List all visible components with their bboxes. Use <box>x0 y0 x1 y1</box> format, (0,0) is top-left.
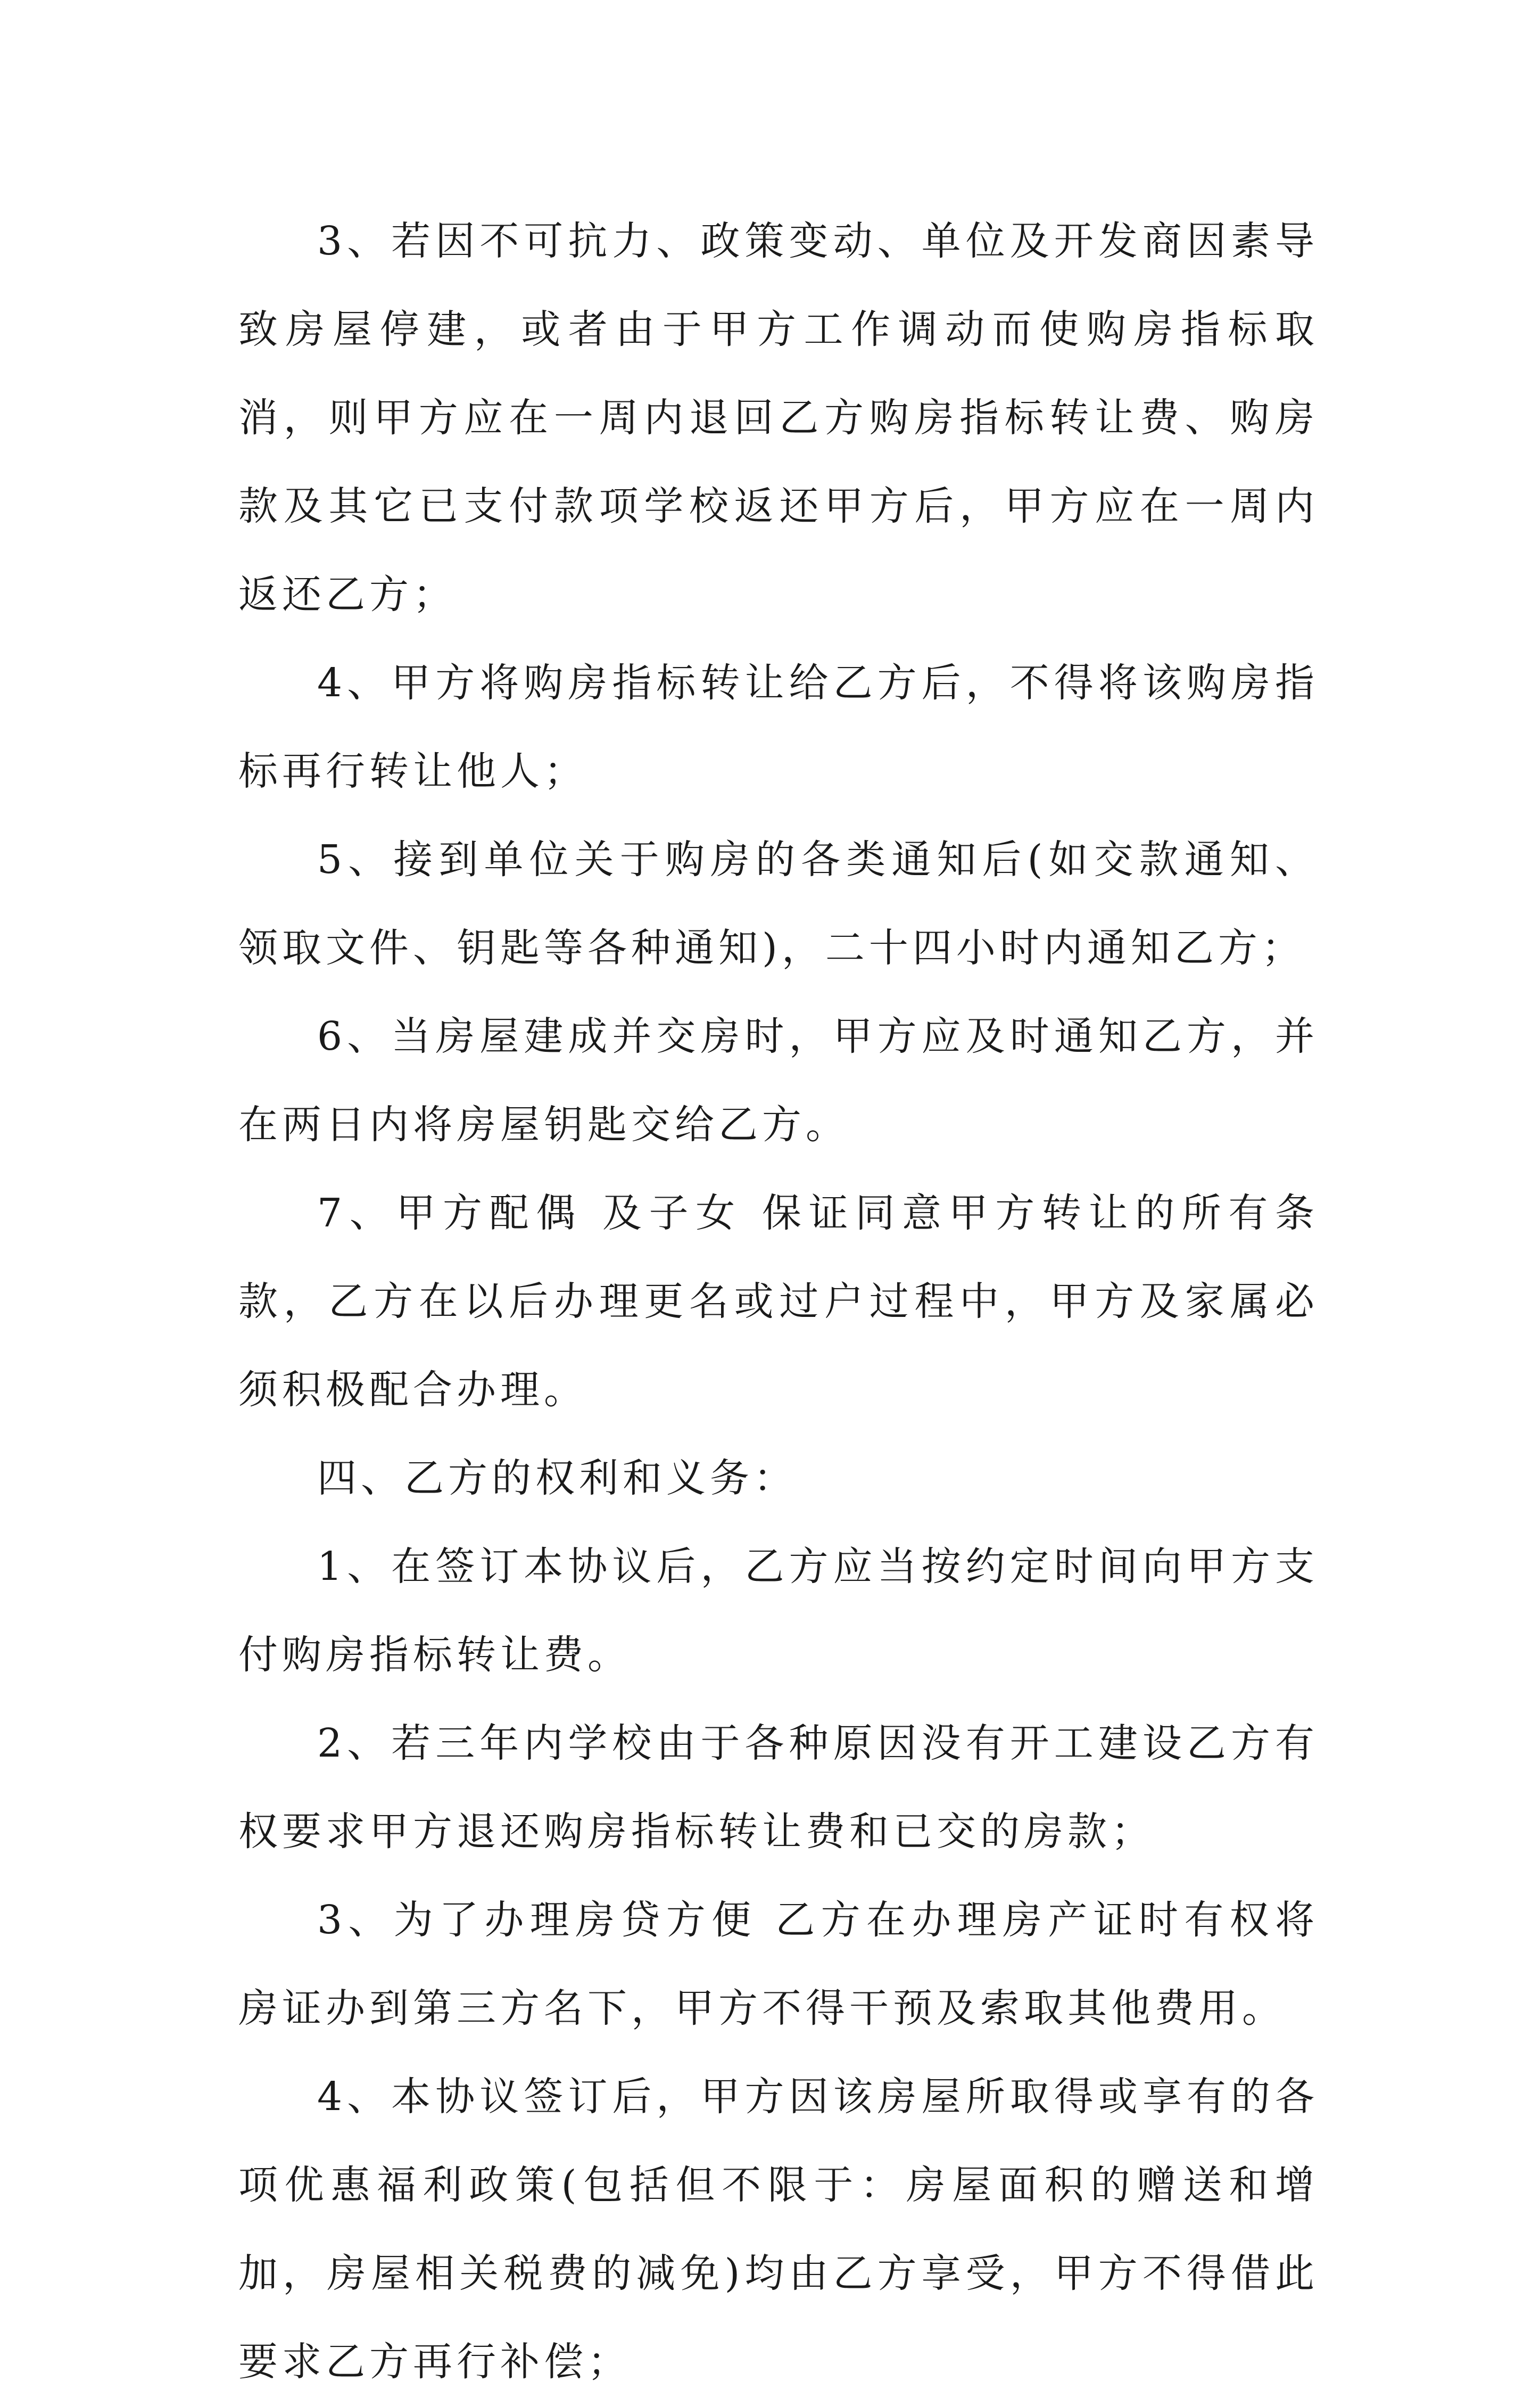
section-heading-party-b: 四、乙方的权利和义务： <box>317 1455 797 1501</box>
agreement-text <box>238 197 1319 2406</box>
clause-6-key-handover: 6、当房屋建成并交房时，甲方应及时通知乙方，并在两日内将房屋钥匙交给乙方。 <box>238 1014 1319 1148</box>
clause-3-force-majeure: 3、若因不可抗力、政策变动、单位及开发商因素导致房屋停建，或者由于甲方工作调动而使购房指标取消，则甲方应在一周内退回乙方购房指标转让费、购房款及其它已支付款项学校返还甲方后，甲方应在一周内返还乙方； <box>238 218 1319 617</box>
clause-7-family-consent: 7、甲方配偶 及子女 保证同意甲方转让的所有条款，乙方在以后办理更名或过户过程中，甲方及家属必须积极配合办理。 <box>238 1190 1319 1413</box>
party-b-clause-2-refund: 2、若三年内学校由于各种原因没有开工建设乙方有权要求甲方退还购房指标转让费和已交的房款； <box>238 1720 1319 1855</box>
clause-4-no-retransfer: 4、甲方将购房指标转让给乙方后，不得将该购房指标再行转让他人； <box>238 660 1319 794</box>
party-b-clause-1-payment: 1、在签订本协议后，乙方应当按约定时间向甲方支付购房指标转让费。 <box>238 1544 1319 1678</box>
party-b-clause-4-benefits: 4、本协议签订后，甲方因该房屋所取得或享有的各项优惠福利政策(包括但不限于：房屋面积的赠送和增加，房屋相关税费的减免)均由乙方享受，甲方不得借此要求乙方再行补偿； <box>238 2074 1319 2385</box>
party-b-clause-3-third-party-title: 3、为了办理房贷方便 乙方在办理房产证时有权将房证办到第三方名下，甲方不得干预及索取其他费用。 <box>238 1897 1319 2031</box>
clause-5-notifications: 5、接到单位关于购房的各类通知后(如交款通知、领取文件、钥匙等各种通知)，二十四小时内通知乙方； <box>238 837 1319 971</box>
